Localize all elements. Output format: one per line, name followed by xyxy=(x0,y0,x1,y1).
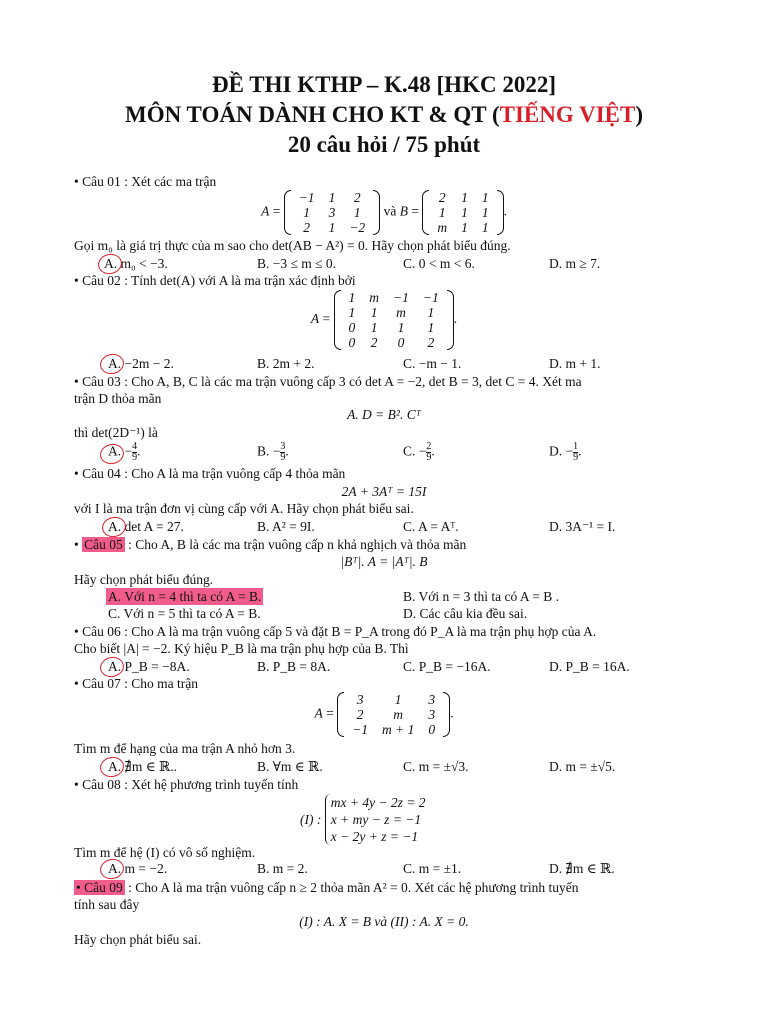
q5-opt-a[interactable]: A. Với n = 4 thì ta có A = B. xyxy=(108,589,262,604)
q5-opt-c[interactable]: C. Với n = 5 thì ta có A = B. xyxy=(108,606,261,621)
q6-head2: Cho biết |A| = −2. Ký hiệu P_B là ma trận phụ hợp của B. Thì xyxy=(74,641,409,656)
q5-label-highlight: Câu 05 xyxy=(84,537,123,552)
q5-head: • Câu 05 : Cho A, B là các ma trận vuông cấp n khả nghịch và thỏa mãn xyxy=(74,537,467,552)
matrix-cell: 1 xyxy=(427,305,435,320)
matrix-cell: 3 xyxy=(356,692,364,707)
q7-opt-a[interactable]: A. ∄m ∈ ℝ.. xyxy=(108,759,178,774)
q6-head: • Câu 06 : Cho A là ma trận vuông cấp 5 và đặt B = P_A trong đó P_A là ma trận phụ hợp của A. xyxy=(74,624,597,639)
exam-subject: MÔN TOÁN DÀNH CHO KT & QT (TIẾNG VIỆT) xyxy=(124,102,644,127)
matrix-cell: m xyxy=(396,305,406,320)
q9-head: • Câu 09 : Cho A là ma trận vuông cấp n ≥ 2 thỏa mãn A² = 0. Xét các hệ phương trình tuyến xyxy=(76,880,579,895)
q7-head: • Câu 07 : Cho ma trận xyxy=(74,676,198,691)
matrix-cell: −2 xyxy=(349,220,366,235)
q1-opt-d[interactable]: D. m ≥ 7. xyxy=(549,256,601,271)
matrix-cell: 2 xyxy=(438,190,446,205)
q9-text: Hãy chọn phát biểu sai. xyxy=(74,932,202,947)
matrix-a xyxy=(337,692,450,737)
q4-equation: 2A + 3Aᵀ = 15I xyxy=(341,484,427,499)
matrix-cell: 1 xyxy=(438,205,446,220)
matrix-cell: 1 xyxy=(481,190,489,205)
q6-opt-b[interactable]: B. P_B = 8A. xyxy=(257,659,331,674)
matrix-cell: 2 xyxy=(356,707,364,722)
matrix-cell: m xyxy=(437,220,448,235)
q1-head: • Câu 01 : Xét các ma trận xyxy=(74,174,217,189)
matrix-cell: 1 xyxy=(481,220,489,235)
matrix-cell: −1 xyxy=(352,722,368,737)
matrix-cell: −1 xyxy=(298,190,315,205)
q6-opt-a[interactable]: A. P_B = −8A. xyxy=(108,659,190,674)
matrix-cell: 1 xyxy=(461,220,468,235)
q8-system: (I) : mx + 4y − 2z = 2 x + my − z = −1 x − 2y + z = −1 xyxy=(300,795,426,844)
equation-system: mx + 4y − 2z = 2 x + my − z = −1 x − 2y + z = −1 xyxy=(325,794,426,845)
matrix-cell: 2 xyxy=(427,335,435,350)
q7-text: Tìm m để hạng của ma trận A nhỏ hơn 3. xyxy=(74,741,296,756)
matrix-cell: m + 1 xyxy=(382,722,415,737)
matrix-cell: 1 xyxy=(370,305,378,320)
q3-head: • Câu 03 : Cho A, B, C là các ma trận vuông cấp 3 có det A = −2, det B = 3, det C = 4. Xét ma xyxy=(74,374,582,389)
q3-head2: trận D thỏa mãn xyxy=(74,391,162,406)
q2-opt-b[interactable]: B. 2m + 2. xyxy=(257,356,315,371)
q9-equation: (I) : A. X = B và (II) : A. X = 0. xyxy=(299,914,469,929)
matrix-cell: 2 xyxy=(303,220,310,235)
q4-opt-d[interactable]: D. 3A⁻¹ = I. xyxy=(549,519,616,534)
q8-opt-c[interactable]: C. m = ±1. xyxy=(403,861,462,876)
q6-opt-c[interactable]: C. P_B = −16A. xyxy=(403,659,491,674)
q2-matrix: A = 1 m −1 −1 1 1 m 1 0 1 1 1 0 2 0 2 . xyxy=(310,290,458,350)
q5-opt-d[interactable]: D. Các câu kia đều sai. xyxy=(403,606,528,621)
matrix-cell: 1 xyxy=(370,320,378,335)
matrix-cell: −1 xyxy=(393,290,409,305)
matrix-a xyxy=(284,190,381,235)
q2-opt-d[interactable]: D. m + 1. xyxy=(549,356,601,371)
q4-text: với I là ma trận đơn vị cùng cấp với A. Hãy chọn phát biểu sai. xyxy=(74,501,414,516)
matrix-cell: 2 xyxy=(353,190,361,205)
q4-head: • Câu 04 : Cho A là ma trận vuông cấp 4 thỏa mãn xyxy=(74,466,346,481)
q3-opt-b[interactable]: B. − $\frac{3}{9}$ . xyxy=(257,441,289,463)
q5-text: Hãy chọn phát biểu đúng. xyxy=(74,572,214,587)
q1-text: Gọi m₀ là giá trị thực của m sao cho det(AB − A²) = 0. Hãy chọn phát biểu đúng. xyxy=(74,238,511,253)
matrix-cell: 0 xyxy=(348,335,356,350)
matrix-cell: 3 xyxy=(328,205,336,220)
q2-opt-c[interactable]: C. −m − 1. xyxy=(403,356,462,371)
q4-opt-c[interactable]: C. A = Aᵀ. xyxy=(403,519,459,534)
matrix-cell: 1 xyxy=(394,692,402,707)
matrix-cell: 3 xyxy=(428,707,436,722)
q7-opt-d[interactable]: D. m = ±√5. xyxy=(549,759,616,774)
q7-opt-b[interactable]: B. ∀m ∈ ℝ. xyxy=(257,759,323,774)
q4-opt-a[interactable]: A. det A = 27. xyxy=(108,519,184,534)
q3-equation: A. D = B². Cᵀ xyxy=(347,407,421,422)
q5-equation: |Bᵀ|. A = |Aᵀ|. B xyxy=(340,554,428,569)
q3-opt-d[interactable]: D. − $\frac{1}{9}$ . xyxy=(549,441,582,463)
q9-label-highlight: • Câu 09 xyxy=(76,880,123,895)
matrix-cell: 1 xyxy=(397,320,405,335)
matrix-cell: 1 xyxy=(348,305,356,320)
matrix-cell: 1 xyxy=(461,205,468,220)
matrix-cell: 3 xyxy=(428,692,436,707)
matrix-cell: m xyxy=(369,290,379,305)
q8-text: Tìm m để hệ (I) có vô số nghiệm. xyxy=(74,845,256,860)
q8-head: • Câu 08 : Xét hệ phương trình tuyến tính xyxy=(74,777,299,792)
q6-opt-d[interactable]: D. P_B = 16A. xyxy=(549,659,630,674)
q7-matrix: A = 3 1 3 2 m 3 −1 m + 1 0 . xyxy=(314,692,454,737)
q1-opt-b[interactable]: B. −3 ≤ m ≤ 0. xyxy=(257,256,337,271)
q3-opt-a[interactable]: A. − $\frac{4}{9}$ . xyxy=(108,441,141,463)
matrix-cell: 1 xyxy=(427,320,435,335)
q8-opt-a[interactable]: A. m = −2. xyxy=(108,861,168,876)
q1-opt-a[interactable]: A. m₀ < −3. xyxy=(104,256,168,271)
q4-opt-b[interactable]: B. A² = 9I. xyxy=(257,519,315,534)
matrix-cell: 1 xyxy=(303,205,310,220)
matrix-cell: 1 xyxy=(328,190,336,205)
matrix-cell: 0 xyxy=(428,722,436,737)
language-tag: TIẾNG VIỆT xyxy=(499,102,636,127)
matrix-cell: 1 xyxy=(328,220,336,235)
matrix-cell: −1 xyxy=(422,290,439,305)
matrix-cell: 2 xyxy=(370,335,378,350)
matrix-cell: 1 xyxy=(348,290,356,305)
matrix-a xyxy=(334,290,454,350)
q8-opt-d[interactable]: D. ∄m ∈ ℝ. xyxy=(549,861,615,876)
q3-text: thì det(2D⁻¹) là xyxy=(74,425,158,440)
matrix-cell: 1 xyxy=(481,205,489,220)
q8-opt-b[interactable]: B. m = 2. xyxy=(257,861,308,876)
q1-matrices: A = −1 1 2 1 3 1 2 1 −2 và B = 2 1 1 1 1 1 m 1 1 . xyxy=(261,190,507,235)
exam-title: ĐỀ THI KTHP – K.48 [HKC 2022] xyxy=(212,72,556,97)
q9-head2: tính sau đây xyxy=(74,897,140,912)
matrix-cell: 0 xyxy=(397,335,405,350)
q1-opt-c[interactable]: C. 0 < m < 6. xyxy=(403,256,475,271)
q2-opt-a[interactable]: A. −2m − 2. xyxy=(108,356,174,371)
exam-info: 20 câu hỏi / 75 phút xyxy=(287,132,481,157)
q3-opt-c[interactable]: C. − $\frac{2}{9}$ . xyxy=(403,441,435,463)
matrix-cell: m xyxy=(393,707,404,722)
matrix-b xyxy=(422,190,503,235)
matrix-cell: 1 xyxy=(461,190,468,205)
q5-opt-b[interactable]: B. Với n = 3 thì ta có A = B . xyxy=(403,589,560,604)
q2-head: • Câu 02 : Tính det(A) với A là ma trận xác định bởi xyxy=(74,273,356,288)
q7-opt-c[interactable]: C. m = ±√3. xyxy=(403,759,469,774)
matrix-cell: 1 xyxy=(353,205,361,220)
matrix-cell: 0 xyxy=(348,320,356,335)
